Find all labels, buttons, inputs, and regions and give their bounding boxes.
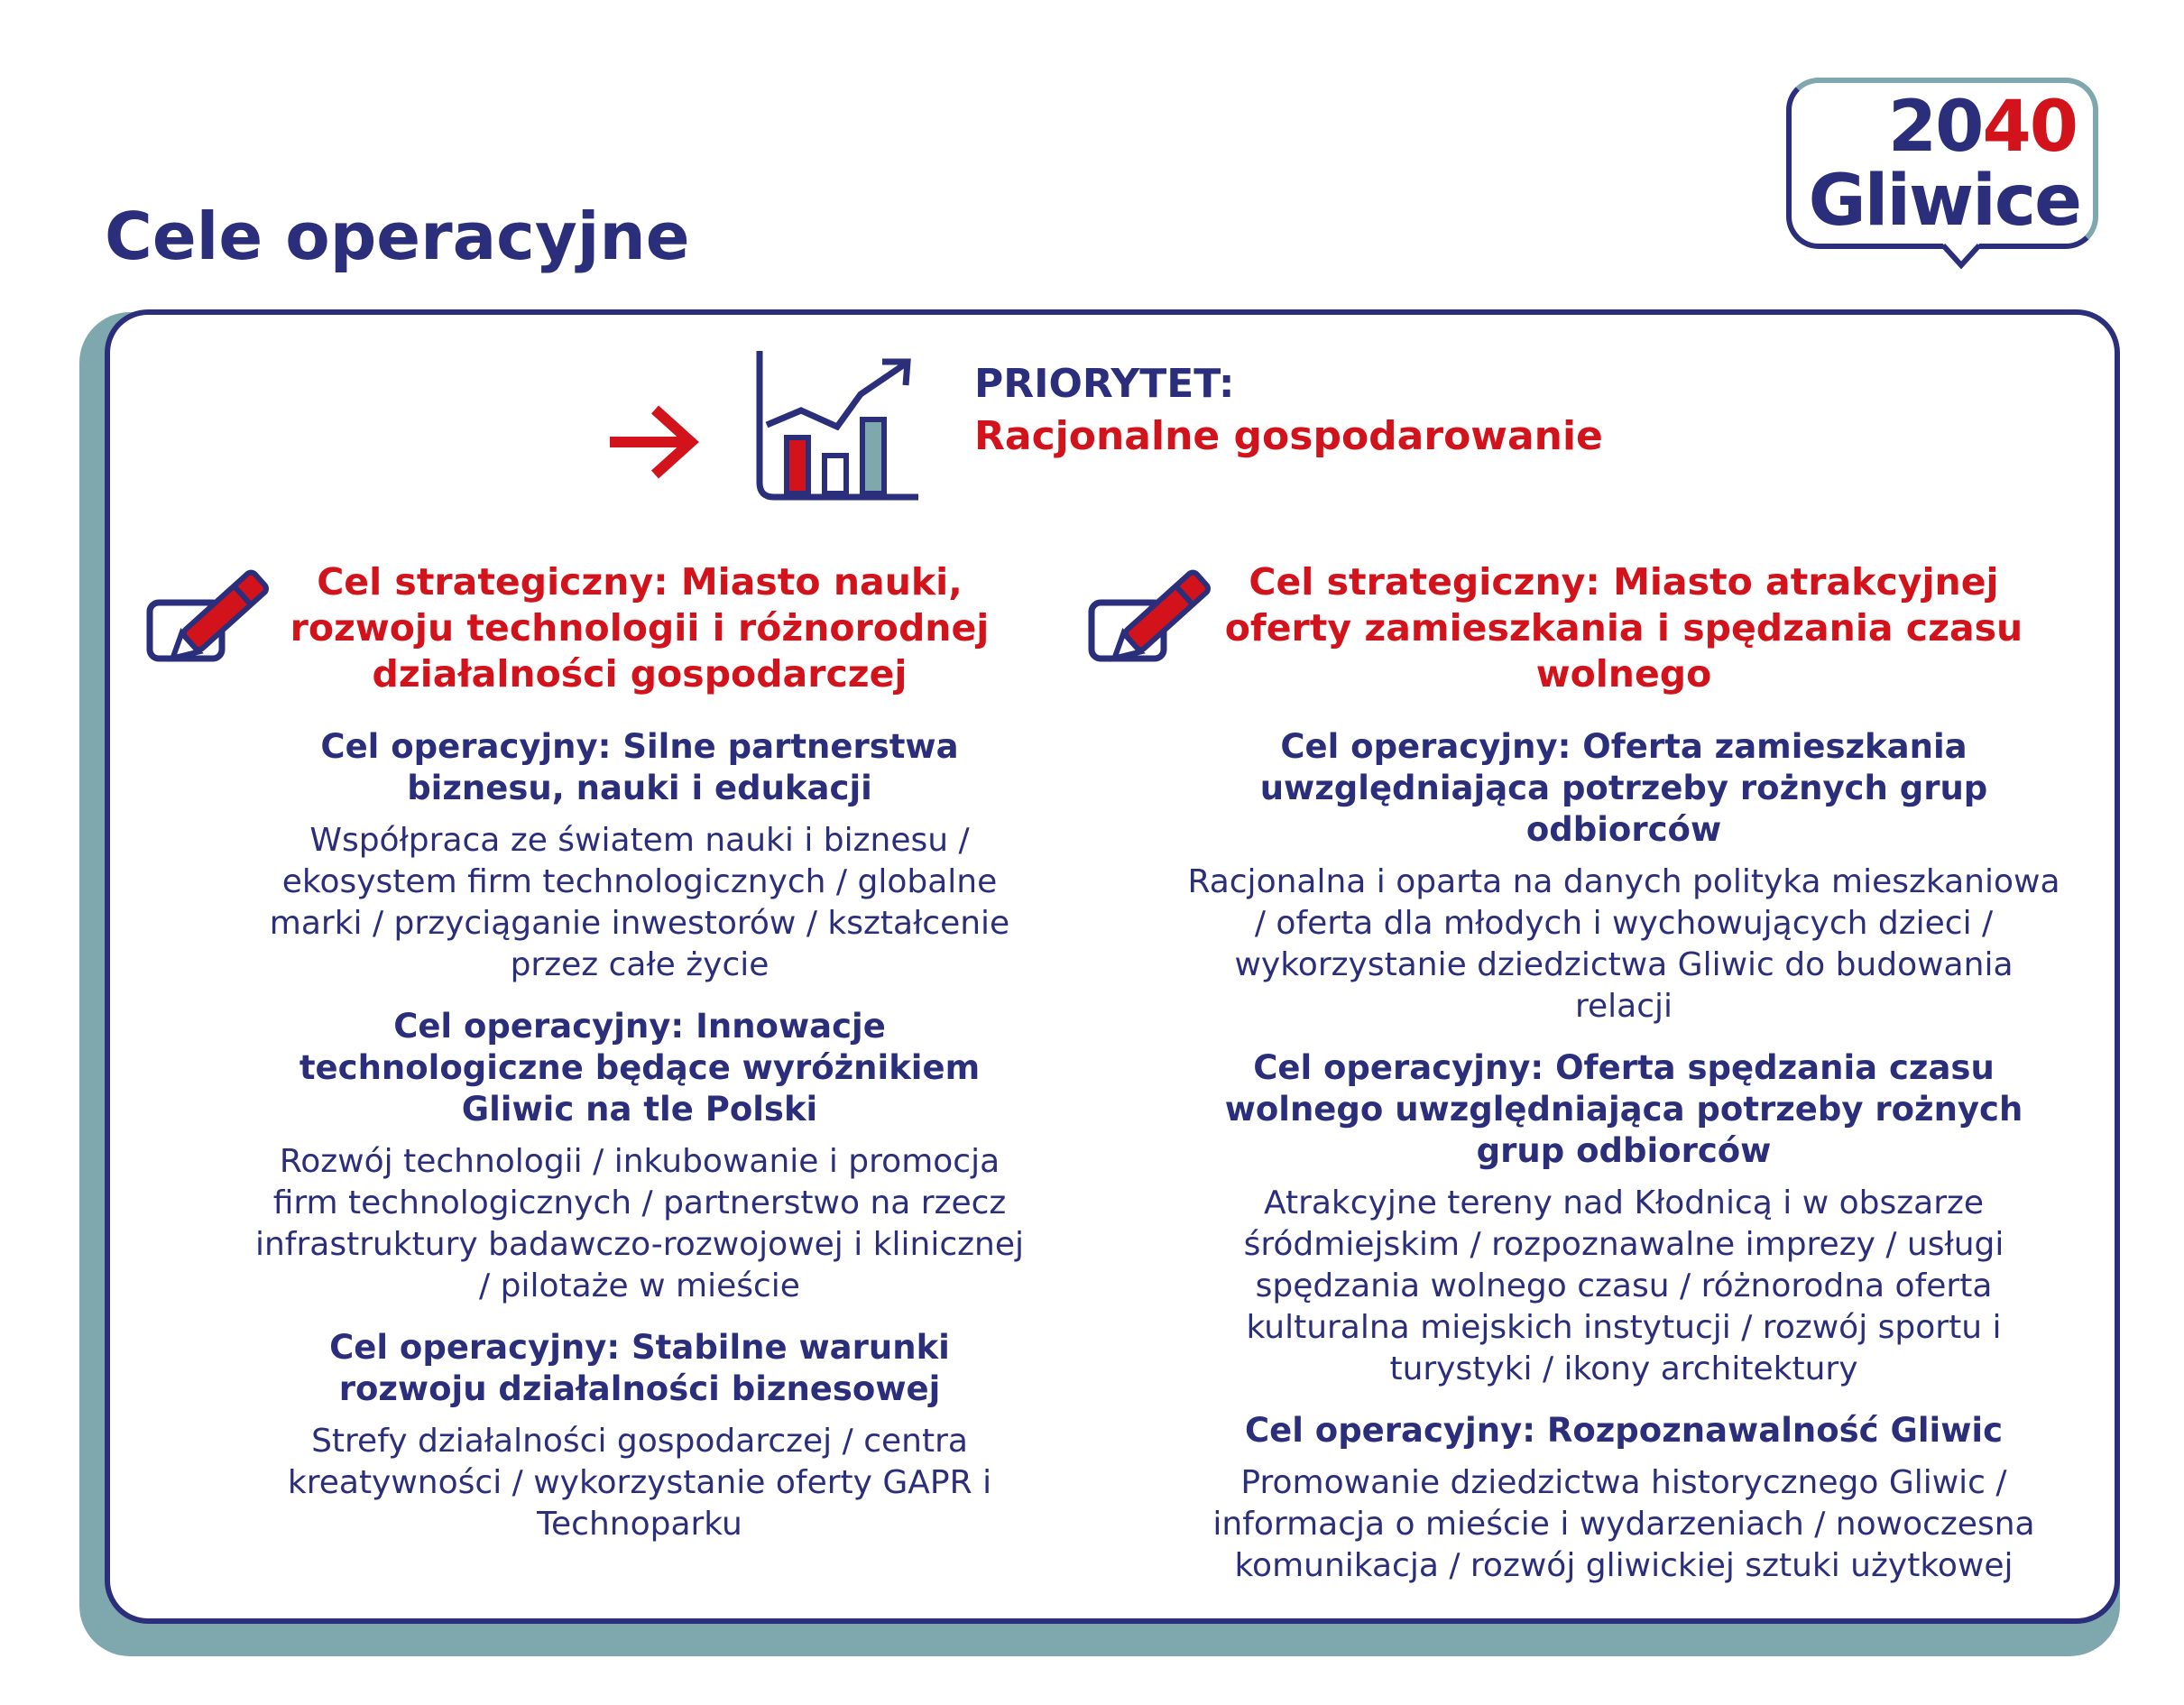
logo-year-part1: 20 — [1887, 87, 1983, 168]
operational-goal-desc: Promowanie dziedzictwa historycznego Gliwic / informacja o mieście i wydarzeniach / nowoczesna komunikacja / rozwój gliwickiej sztuki użytkowej — [1212, 1464, 2035, 1584]
priority-label: PRIORYTET: — [974, 361, 1235, 407]
logo-year — [1887, 87, 2077, 168]
speech-tail-icon — [1941, 242, 1981, 281]
operational-goal-title: Cel operacyjny: Oferta spędzania czasu wolnego uwzględniająca potrzeby rożnych grup odbiorców — [1224, 1048, 2023, 1170]
priority-value: Racjonalne gospodarowanie — [974, 413, 1603, 459]
strategic-goal-left: Cel strategiczny: Miasto nauki, rozwoju technologii i różnorodnej działalności gospodarczej — [290, 560, 990, 696]
strategic-goal-right: Cel strategiczny: Miasto atrakcyjnej oferty zamieszkania i spędzania czasu wolnego — [1224, 560, 2023, 696]
operational-goal-desc: Racjonalna i oparta na danych polityka mieszkaniowa / oferta dla młodych i wychowujących dzieci / wykorzystanie dziedzictwa Gliwic do budowania relacji — [1187, 863, 2060, 1025]
logo-city: Gliwice — [1808, 161, 2080, 242]
operational-goal-title: Cel operacyjny: Stabilne warunki rozwoju działalności biznesowej — [329, 1328, 950, 1408]
growth-chart-icon — [751, 347, 922, 502]
logo — [1786, 78, 2107, 285]
operational-goal-title: Cel operacyjny: Oferta zamieszkania uwzględniająca potrzeby rożnych grup odbiorców — [1259, 727, 1988, 849]
operational-goal-title: Cel operacyjny: Rozpoznawalność Gliwic — [1244, 1411, 2004, 1450]
operational-goal-title: Cel operacyjny: Innowacje technologiczne będące wyróżnikiem Gliwic na tle Polski — [299, 1007, 981, 1129]
arrow-right-icon — [604, 404, 704, 480]
page-title: Cele operacyjne — [105, 198, 690, 274]
operational-goal-desc: Atrakcyjne tereny nad Kłodnicą i w obszarze śródmiejskim / rozpoznawalne imprezy / usługi spędzania wolnego czasu / różnorodna oferta kulturalna miejskich instytucji / rozwój sportu i turystyki / ikony architektury — [1243, 1184, 2004, 1387]
operational-goal-desc: Rozwój technologii / inkubowanie i promocja firm technologicznych / partnerstwo na rzecz infrastruktury badawczo-rozwojowej i klinicznej / pilotaże w mieście — [254, 1143, 1025, 1304]
operational-goal-desc: Współpraca ze światem nauki i biznesu / ekosystem firm technologicznych / globalne marki / przyciąganie inwestorów / kształcenie przez całe życie — [269, 822, 1010, 983]
logo-year-part2: 40 — [1982, 87, 2077, 168]
operational-goal-title: Cel operacyjny: Silne partnerstwa biznesu, nauki i edukacji — [320, 727, 959, 807]
left-column — [251, 559, 1028, 1565]
operational-goal-desc: Strefy działalności gospodarczej / centra kreatywności / wykorzystanie oferty GAPR i Technoparku — [287, 1423, 992, 1543]
right-column — [1182, 559, 2066, 1607]
